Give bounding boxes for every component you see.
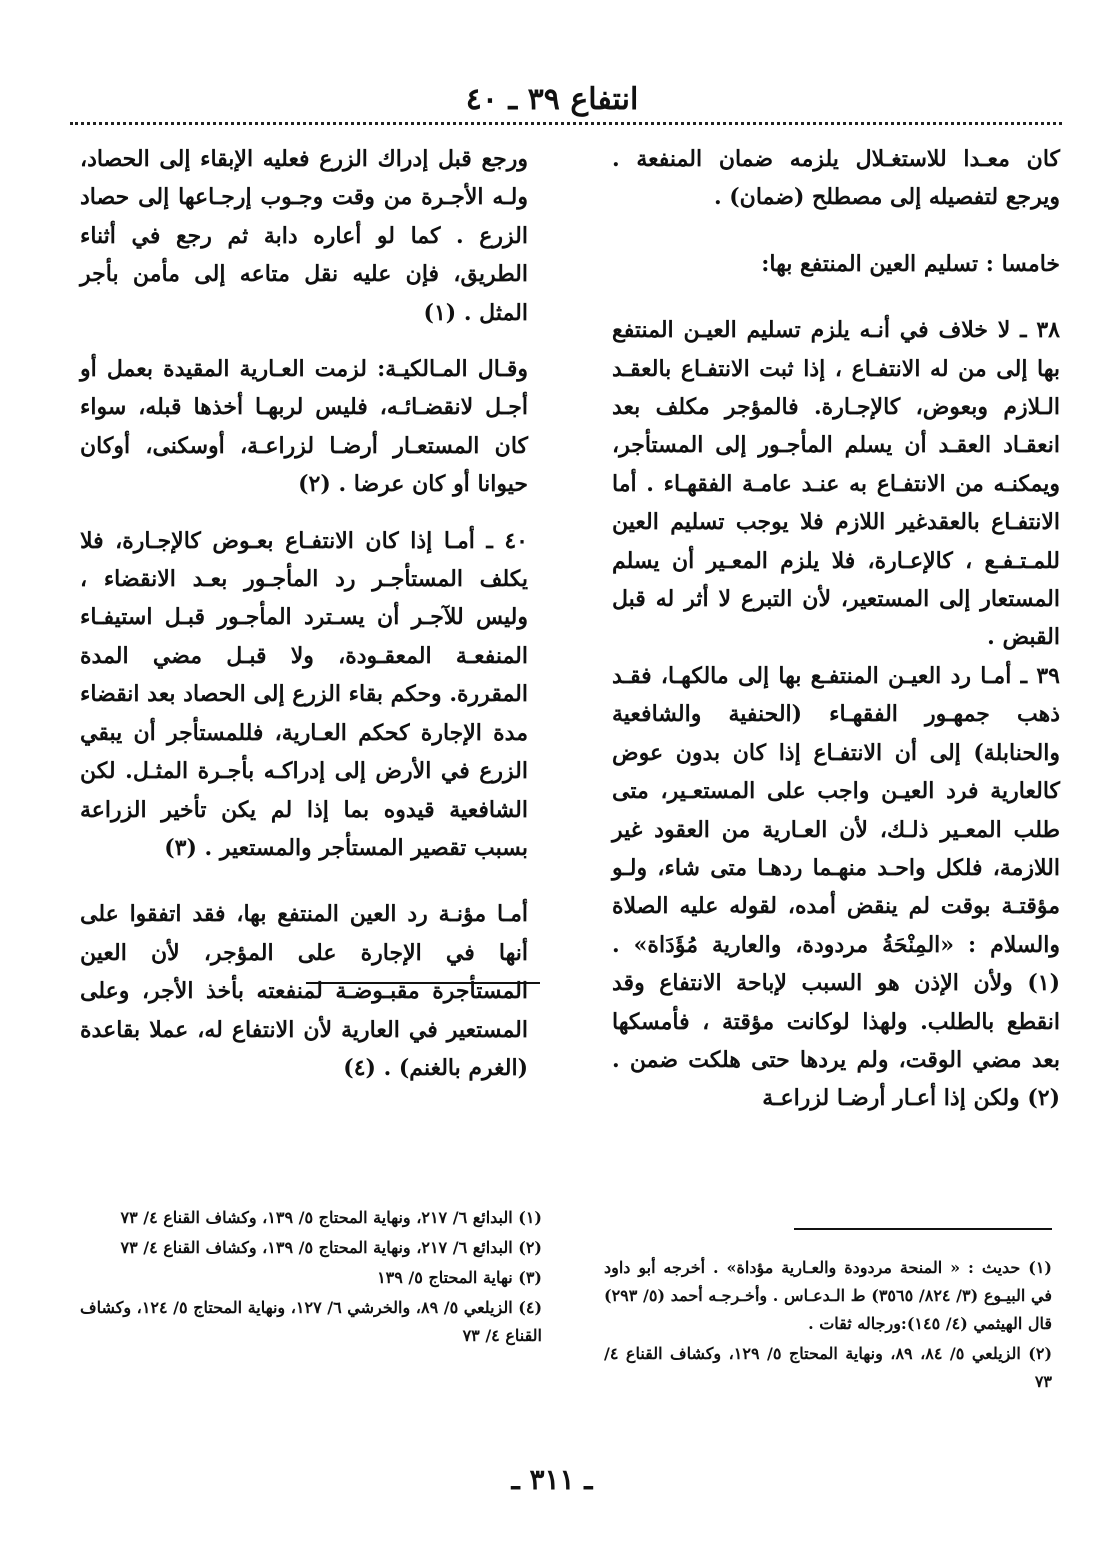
footnote-item: (٢) البدائع ٦/ ٢١٧، ونهاية المحتاج ٥/ ١٣٩، وكشاف القناع ٤/ ٧٣ — [120, 1238, 542, 1257]
footnote-item: (١) البدائع ٦/ ٢١٧، ونهاية المحتاج ٥/ ١٣٩، وكشاف القناع ٤/ ٧٣ — [120, 1208, 542, 1227]
right-column — [612, 140, 1060, 1210]
footnote-item: (١) حديث : « المنحة مردودة والعـارية مؤداة» . أخرجه أبو داود في البيـوع (٣/ ٨٢٤/ ٣٥٦٥) ط الـدعـاس . وأخـرجـه أحمد (٥/ ٢٩٣) قال الهيثمي (٤/ ١٤٥):ورجاله ثقات . — [604, 1258, 1053, 1333]
footnote-rule-right — [794, 1228, 1052, 1230]
paragraph-40: ٤٠ ـ أمـا إذا كان الانتفـاع بعـوض كالإجـارة، فلا يكلف المستأجـر رد المأجـور بعـد الانقضاء ، وليس للآجـر أن يسـترد المأجـور قبـل استيفـاء المنفعـة المعقـودة، ولا قبـل مضي المدة المقررة. وحكم بقاء الزرع إلى الحصاد بعد انقضاء مدة الإجارة كحكم العـارية، فللمستأجر أن يبقي الزرع في الأرض إلى إدراكـه بأجـرة المثـل. لكن الشافعية قيدوه بما إذا لم يكن تأخير الزراعة بسبب تقصير المستأجر والمستعير . (٣) — [80, 527, 529, 861]
footnote-rule-left — [306, 982, 540, 984]
paragraph-39: ٣٩ ـ أمـا رد العيـن المنتفـع بها إلى مالكهـا، فقـد ذهب جمهـور الفقهـاء (الحنفية والشافعية والحنابلة) إلى أن الانتفـاع إذا كان بدون عوض كالعارية فرد العيـن واجب على المستعـير، متى طلب المعـير ذلـك، لأن العـارية من العقود غير اللازمة، فلكل واحـد منهـما ردهـا متى شاء، ولـو مؤقتـة بوقت لم ينقض أمده، لقوله عليه الصلاة والسلام : «المِنْحَةُ مردودة، والعارية مُؤَدَاة» . (١) ولأن الإذن هو السبب لإباحة الانتفاع وقد انقطع بالطلب. ولهذا لوكانت مؤقتة ، فأمسكها بعد مضي الوقت، ولم يردها حتى هلكت ضمن . (٢) ولكن إذا أعـار أرضـا لزراعـة — [612, 662, 1060, 1112]
paragraph-return-cost: أمـا مؤنـة رد العين المنتفع بها، فقد اتفقوا على أنها في الإجارة على المؤجر، لأن العين المستأجرة مقبـوضـة لمنفعته بأخذ الأجر، وعلى المستعير في العارية لأن الانتفاع له، عملا بقاعدة (الغرم بالغنم) . (٤) — [80, 901, 528, 1081]
footnote-item: (٤) الزيلعي ٥/ ٨٩، والخرشي ٦/ ١٢٧، ونهاية المحتاج ٥/ ١٢٤، وكشاف القناع ٤/ ٧٣ — [80, 1298, 543, 1345]
section-heading: خامسا : تسليم العين المنتفع بها: — [761, 250, 1060, 277]
running-header-title: انتفاع ٣٩ ـ ٤٠ — [465, 82, 639, 117]
footnotes-right — [604, 1254, 1052, 1398]
paragraph-malikiyya: وقـال المـالكيـة: لزمت العـارية المقيدة بعمل أو أجـل لانقضـائـه، فليس لربهـا أخذها قبله، سواء كان المستعـار أرضـا لزراعـة، أوسكنى، أوكان حيوانا أو كان عرضا . (٢) — [80, 356, 528, 498]
paragraph-continuation: كان معـدا للاستغـلال يلزمه ضمان المنفعة . ويرجع لتفصيله إلى مصطلح (ضمان) . — [612, 146, 1060, 211]
paragraph-38: ٣٨ ـ لا خلاف في أنـه يلزم تسليم العيـن المنتفع بها إلى من له الانتفـاع ، إذا ثبت الانتفـاع بالعقـد الـلازم وبعوض، كالإجـارة. فالمؤجر مكلف بعد انعقـاد العقـد أن يسلم المأجـور إلى المستأجر، ويمكنـه من الانتفـاع به عنـد عامـة الفقهـاء . أما الانتفـاع بالعقدغير اللازم فلا يوجب تسليم العين للمـتـفـع ، كالإعـارة، فلا يلزم المعـير أن يسلم المستعار إلى المستعير، لأن التبرع لا أثر له قبل القبض . — [612, 317, 1060, 651]
paragraph-continuation-left: ورجع قبل إدراك الزرع فعليه الإبقاء إلى الحصاد، ولـه الأجـرة من وقت وجـوب إرجـاعها إلى حصاد الزرع . كما لو أعاره دابة ثم رجع في أثناء الطريق، فإن عليه نقل متاعه إلى مأمن بأجر المثل . (١) — [80, 146, 528, 326]
page-number: ـ ٣١١ ـ — [511, 1463, 593, 1496]
header-dotted-rule — [70, 122, 1062, 125]
footnote-item: (٣) نهاية المحتاج ٥/ ١٣٩ — [377, 1268, 542, 1287]
footnotes-left — [80, 1204, 542, 1352]
left-column — [80, 140, 529, 1081]
footnote-item: (٢) الزيلعي ٥/ ٨٤، ٨٩، ونهاية المحتاج ٥/ ١٢٩، وكشاف القناع ٤/ ٧٣ — [604, 1344, 1053, 1391]
